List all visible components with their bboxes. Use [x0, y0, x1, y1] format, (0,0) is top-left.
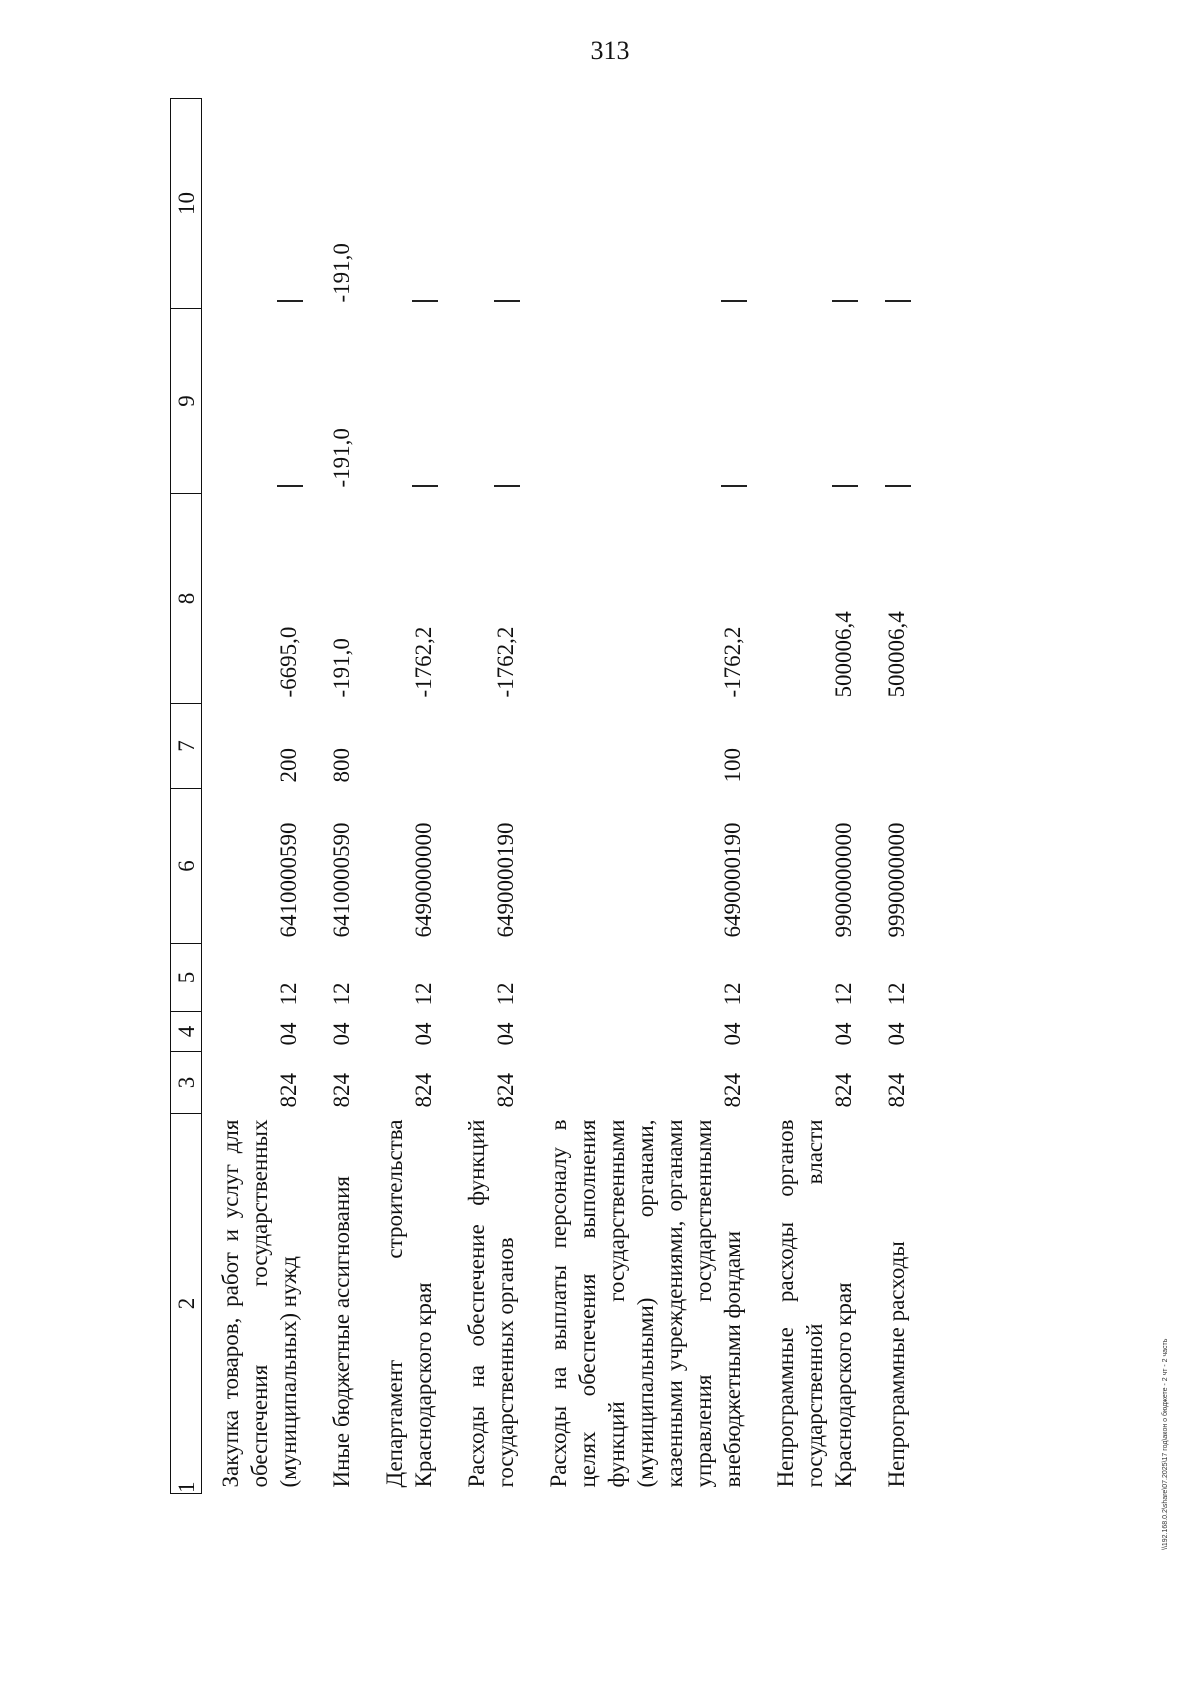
amount-c9: [868, 309, 921, 494]
amount-c8: -191,0: [329, 638, 354, 698]
code-c4: 04: [831, 1022, 856, 1046]
column-header: 10: [171, 99, 202, 309]
code-c6: 6490000190: [493, 822, 518, 938]
amount-c10: [202, 99, 314, 309]
amount-c10: [448, 99, 530, 309]
table-row: [757, 99, 868, 1494]
row-name: Иные бюджетные ассигнования: [329, 1176, 354, 1488]
row-name: Расходы на выплаты персоналу в целях обеспечения выполнения функций государственными (муниципальными) органами, казенными учреждениями, органами управления государственными внебюджетными фондами: [546, 1119, 745, 1488]
amount-c9: -191,0: [329, 428, 354, 488]
column-header: 6: [171, 789, 202, 944]
empty-dash: [885, 486, 911, 488]
table-row: [366, 99, 448, 1494]
code-c7: [448, 704, 530, 789]
code-c5: 12: [884, 982, 909, 1006]
amount-c10: [366, 99, 448, 309]
code-c5: 12: [411, 982, 436, 1006]
code-c3: 824: [720, 1073, 745, 1108]
code-c7: [868, 704, 921, 789]
code-c3: 824: [411, 1073, 436, 1108]
code-c6: 6490000190: [720, 822, 745, 938]
column-header: 2: [171, 1114, 202, 1494]
amount-c8: -6695,0: [276, 626, 301, 698]
column-header: 3: [171, 1052, 202, 1114]
amount-c8: -1762,2: [411, 626, 436, 698]
empty-dash: [412, 301, 438, 303]
code-c7: 100: [720, 748, 745, 783]
column-header: 5: [171, 944, 202, 1012]
empty-dash: [494, 486, 520, 488]
empty-dash: [885, 301, 911, 303]
amount-c8: -1762,2: [720, 626, 745, 698]
code-c7: 200: [276, 748, 301, 783]
amount-c8: 500006,4: [884, 611, 909, 698]
header-row: 1 2 3 4 5 6 7 8 9 10: [171, 99, 202, 1494]
code-c3: 824: [329, 1073, 354, 1108]
code-c7: [366, 704, 448, 789]
empty-dash: [494, 301, 520, 303]
amount-c9: [202, 309, 314, 494]
row-name: Закупка товаров, работ и услуг для обеспечения государственных (муниципальных) нужд: [218, 1119, 301, 1488]
row-name: Расходы на обеспечение функций государственных органов: [464, 1119, 518, 1488]
empty-dash: [721, 301, 747, 303]
table-row: [868, 99, 921, 1494]
code-c6: 9990000000: [884, 822, 909, 938]
rotated-table-container: [170, 99, 1110, 1494]
code-c7: [757, 704, 868, 789]
code-c6: 6410000590: [276, 822, 301, 938]
footer-file-path: \\192.168.0.2\share\07.2025\17 год\акон о бюджете - 2 чт - 2 часть: [1162, 1338, 1169, 1550]
code-c5: 12: [720, 982, 745, 1006]
amount-c9: [448, 309, 530, 494]
code-c5: 12: [276, 982, 301, 1006]
amount-c8: -1762,2: [493, 626, 518, 698]
code-c6: 6410000590: [329, 822, 354, 938]
row-name: Непрограммные расходы органов государственной власти Краснодарского края: [773, 1119, 856, 1488]
code-c5: 12: [493, 982, 518, 1006]
code-c4: 04: [493, 1022, 518, 1046]
column-header: 4: [171, 1012, 202, 1052]
code-c4: 04: [720, 1022, 745, 1046]
code-c4: 04: [276, 1022, 301, 1046]
empty-dash: [412, 486, 438, 488]
column-header: 9: [171, 309, 202, 494]
code-c4: 04: [884, 1022, 909, 1046]
amount-c8: 500006,4: [831, 611, 856, 698]
amount-c10: -191,0: [329, 243, 354, 303]
code-c7: 800: [329, 748, 354, 783]
table-row: [202, 99, 314, 1494]
code-c5: 12: [831, 982, 856, 1006]
row-name: Непрограммные расходы: [884, 1241, 909, 1488]
page-number: 313: [590, 36, 630, 65]
amount-c10: [868, 99, 921, 309]
budget-table: [170, 98, 921, 1494]
amount-c10: [530, 99, 757, 309]
code-c4: 04: [411, 1022, 436, 1046]
code-c3: 824: [276, 1073, 301, 1108]
amount-c9: [366, 309, 448, 494]
amount-c9: [530, 309, 757, 494]
code-c3: 824: [831, 1073, 856, 1108]
empty-dash: [721, 486, 747, 488]
column-header: 8: [171, 494, 202, 704]
table-row: [448, 99, 530, 1494]
code-c3: 824: [884, 1073, 909, 1108]
column-header: 7: [171, 704, 202, 789]
table-row: [313, 99, 366, 1494]
empty-dash: [832, 301, 858, 303]
code-c3: 824: [493, 1073, 518, 1108]
amount-c9: [757, 309, 868, 494]
code-c6: 9900000000: [831, 822, 856, 938]
code-c6: 6490000000: [411, 822, 436, 938]
code-c5: 12: [329, 982, 354, 1006]
empty-dash: [832, 486, 858, 488]
empty-dash: [277, 301, 303, 303]
empty-dash: [277, 486, 303, 488]
code-c4: 04: [329, 1022, 354, 1046]
row-name: Департамент строительства Краснодарского края: [382, 1119, 436, 1488]
amount-c10: [757, 99, 868, 309]
table-row: [530, 99, 757, 1494]
